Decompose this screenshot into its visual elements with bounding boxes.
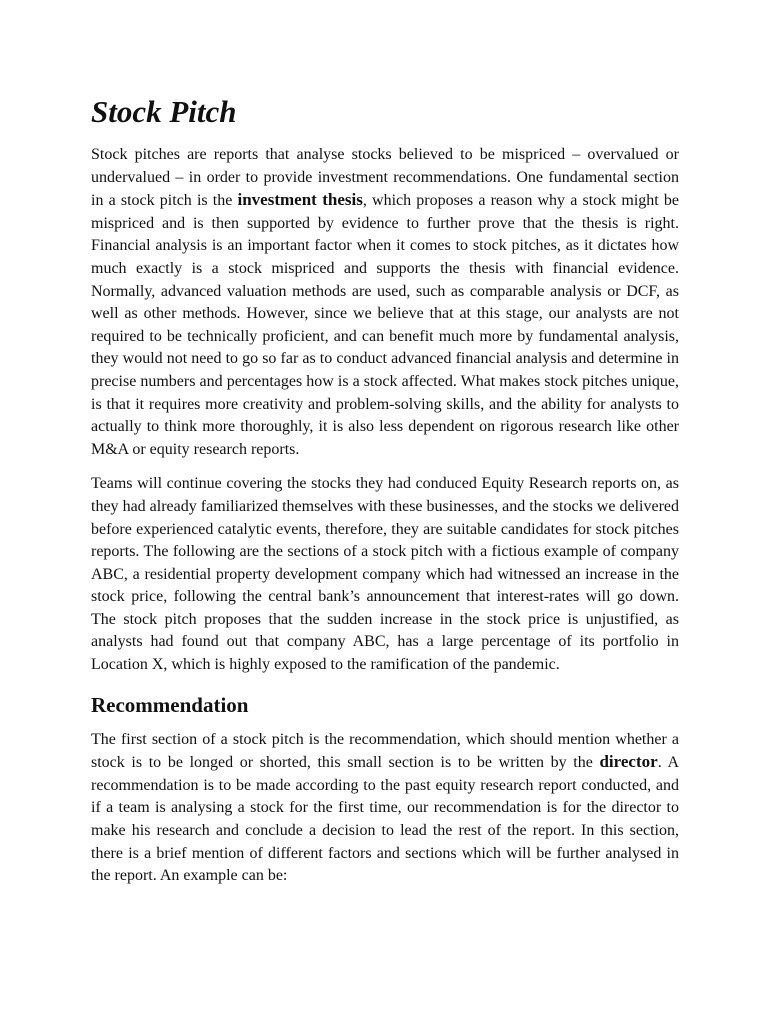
recommendation-text-b: . A recommendation is to be made according to the past equity research report conducted, and if a team is analysing a stock for the first time, our recommendation is for the director to make his research and conclude a decision to lead the rest of the report. In this section, there is a brief mention of different factors and sections which will be further analysed in the report. An example can be: [91, 754, 680, 885]
intro-text-b: , which proposes a reason why a stock might be mispriced and is then supported by evidence to further prove that the thesis is right. Financial analysis is an important factor when it comes to stock pitches, as it dictates how much exactly is a stock mispriced and supports the thesis with financial evidence. Normally, advanced valuation methods are used, such as comparable analysis or DCF, as well as other methods. However, since we believe that at this stage, our analysts are not required to be technically proficient, and can benefit much more by fundamental analysis, they would not need to go so far as to conduct advanced financial analysis and determine in precise numbers and percentages how is a stock affected. What makes stock pitches unique, is that it requires more creativity and problem-solving skills, and the ability for analysts to actually to think more thoroughly, it is also less dependent on rigorous research like other M&A or equity research reports. [91, 192, 680, 458]
intro-text-a: Stock pitches are reports that analyse stocks believed to be mispriced – overvalued or undervalued – in order to provide investment recommendations. One fundamental section in a stock pitch is the [91, 146, 679, 210]
director-term: director [599, 752, 658, 772]
document-page [91, 92, 679, 900]
intro-paragraph-2: Teams will continue covering the stocks they had conduced Equity Research reports on, as they had already familiarized themselves with these businesses, and the stocks we delivered before experienced catalytic events, therefore, they are suitable candidates for stock pitches reports. The following are the sections of a stock pitch with a fictious example of company ABC, a residential property development company which had witnessed an increase in the stock price, following the central bank’s announcement that interest-rates will go down. The stock pitch proposes that the sudden increase in the stock price is unjustified, as analysts had found out that company ABC, has a large percentage of its portfolio in Location X, which is highly exposed to the ramification of the pandemic. [91, 475, 679, 674]
recommendation-text-a: The first section of a stock pitch is the recommendation, which should mention whether a stock is to be longed or shorted, this small section is to be written by the [91, 730, 679, 772]
page-title: Stock Pitch [91, 94, 237, 129]
recommendation-heading: Recommendation [91, 692, 249, 717]
intro-paragraph-1 [91, 144, 679, 461]
recommendation-paragraph [91, 729, 679, 888]
investment-thesis-term: investment thesis [237, 190, 363, 210]
